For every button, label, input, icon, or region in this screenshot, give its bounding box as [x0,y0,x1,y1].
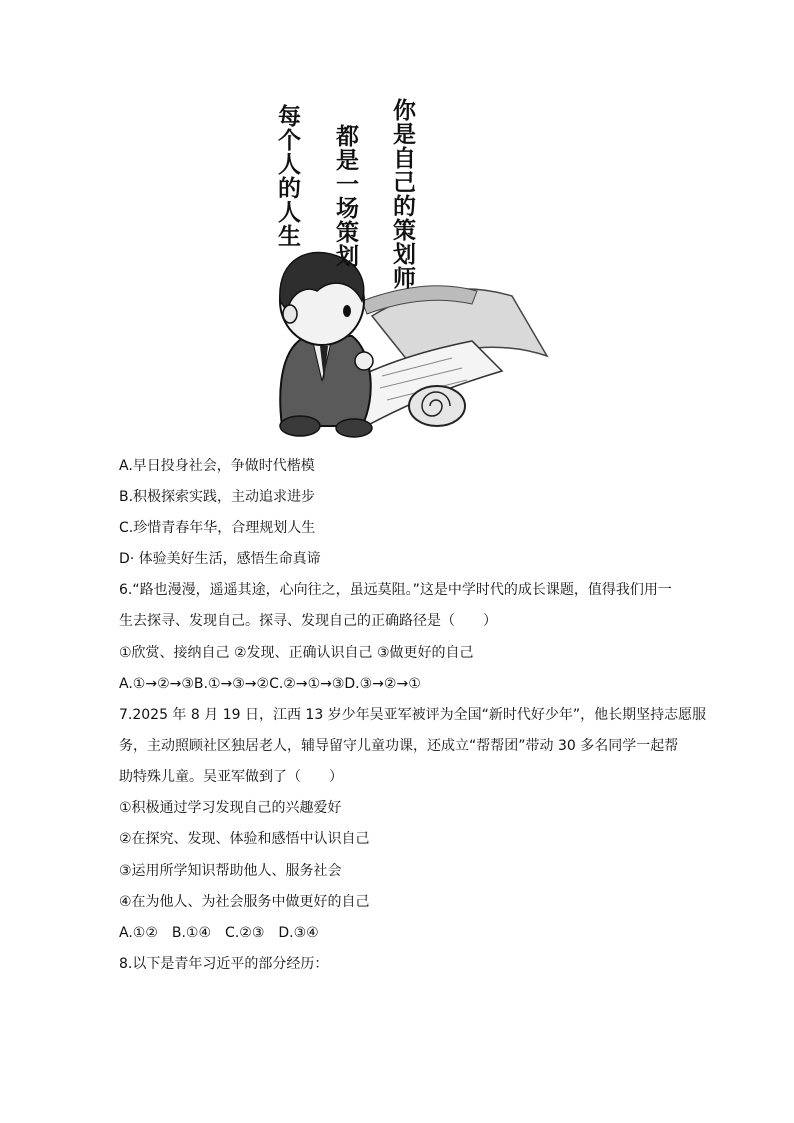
q6-stem-line-2: 生去探寻、发现自己。探寻、发现自己的正确路径是（ ） [119,613,497,629]
q7-item-4: ④在为他人、为社会服务中做更好的自己 [119,894,370,910]
calligraphy-column-1: 每个人的人生 [274,104,301,248]
q7-options: A.①② B.①④ C.②③ D.③④ [119,925,319,941]
q7-item-1: ①积极通过学习发现自己的兴趣爱好 [119,800,342,816]
q6-items: ①欣赏、接纳自己 ②发现、正确认识自己 ③做更好的自己 [119,645,474,661]
q7-item-2: ②在探究、发现、体验和感悟中认识自己 [119,831,370,847]
calligraphy-column-2: 都是一场策划 [332,124,359,268]
q7-stem-line-3: 助特殊儿童。吴亚军做到了（ ） [119,769,343,785]
q5-option-b: B.积极探索实践，主动追求进步 [119,489,316,505]
calligraphy-column-3: 你是自己的策划师 [389,98,416,290]
q8-stem: 8.以下是青年习近平的部分经历： [119,956,329,972]
q6-stem-line-1: 6.“路也漫漫，遥遥其途，心向往之，虽远莫阻。”这是中学时代的成长课题，值得我们用一 [119,582,672,598]
q5-option-c: C.珍惜青春年华，合理规划人生 [119,520,316,536]
q7-stem-line-2: 务，主动照顾社区独居老人，辅导留守儿童功课，还成立“帮帮团”带动 30 多名同学一起帮 [119,738,679,754]
q7-stem-line-1: 7.2025 年 8 月 19 日，江西 13 岁少年吴亚军被评为全国“新时代好少年”，他长期坚持志愿服 [119,707,707,723]
q6-options: A.①→②→③B.①→③→②C.②→①→③D.③→②→① [119,676,421,692]
q5-option-d: D· 体验美好生活，感悟生命真谛 [119,551,321,567]
q5-option-a: A.早日投身社会，争做时代楷模 [119,458,315,474]
q7-item-3: ③运用所学知识帮助他人、服务社会 [119,863,342,879]
